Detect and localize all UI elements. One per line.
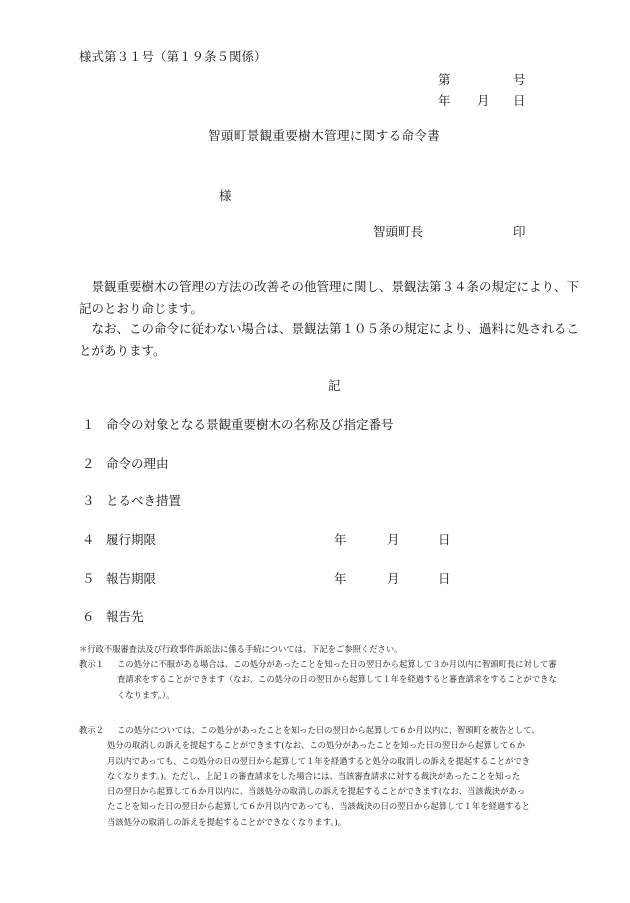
- body-paragraph-2: [79, 318, 589, 362]
- item-label-2: 命令の理由: [106, 456, 169, 471]
- document-number-prefix: 第: [438, 72, 451, 87]
- kyoji-1-line: 査請求をすることができます（なお、この処分の日の翌日から起算して１年を経過すると審査請求をすることができな: [117, 674, 557, 685]
- item-number-2: ２: [82, 456, 95, 471]
- item-number-5: ５: [82, 571, 95, 586]
- date-month-label: 月: [477, 93, 490, 108]
- addressee-suffix: 様: [219, 188, 232, 203]
- kyoji-2: [79, 723, 589, 833]
- item-5-month-label: 月: [387, 571, 400, 586]
- item-label-5: 報告期限: [106, 571, 157, 586]
- kyoji-2-line: 処分の取消しの訴えを提起することができます(なお、この処分があったことを知った日の翌日から起算して６か: [107, 740, 526, 751]
- form-number: 様式第３１号（第１９条５関係）: [79, 49, 267, 64]
- date-year-label: 年: [438, 93, 451, 108]
- ki-heading: 記: [328, 378, 341, 393]
- document-title: 智頭町景観重要樹木管理に関する命令書: [208, 128, 441, 143]
- kyoji-2-line: 月以内であっても、この処分の日の翌日から起算して１年を経過すると処分の取消しの訴えを提起することができ: [107, 755, 531, 766]
- notes-intro: ＊行政不服審査法及び行政事件訴訟法に係る手続については、下記をご参照ください。: [79, 644, 403, 654]
- kyoji-2-text: [107, 723, 540, 830]
- item-label-6: 報告先: [106, 609, 144, 624]
- item-5-year-label: 年: [334, 571, 347, 586]
- item-number-3: ３: [82, 493, 95, 508]
- seal-mark: 印: [513, 224, 526, 239]
- kyoji-2-line: なくなります。)。ただし、上記１の審査請求をした場合には、当該審査請求に対する裁決があったことを知った: [107, 770, 521, 781]
- kyoji-1-line: くなります。）。: [117, 689, 175, 700]
- kyoji-2-line: この処分については、この処分があったことを知った日の翌日から起算して６か月以内に、智頭町を被告として、: [117, 725, 540, 735]
- kyoji-1: [79, 657, 589, 707]
- body-paragraph-1: [79, 276, 589, 320]
- kyoji-1-line: この処分に不服がある場合は、この処分があったことを知った日の翌日から起算して３か月以内に智頭町長に対して審: [117, 659, 557, 669]
- item-5-day-label: 日: [438, 571, 451, 586]
- item-number-1: １: [82, 417, 95, 432]
- item-label-3: とるべき措置: [106, 493, 182, 508]
- kyoji-2-line: 当該処分の取消しの訴えを提起することができなくなります。)。: [107, 816, 347, 827]
- item-number-6: ６: [82, 609, 95, 624]
- item-4-year-label: 年: [334, 532, 347, 547]
- kyoji-2-label: 教示２: [79, 725, 104, 735]
- kyoji-2-line: たことを知った日の翌日から起算して６か月以内であっても、当該裁決の日の翌日から起算して１年を経過すると: [107, 801, 531, 812]
- body-paragraph-2-line-1: なお、この命令に従わない場合は、景観法第１０５条の規定により、過料に処されるこ: [91, 321, 580, 336]
- item-4-month-label: 月: [387, 532, 400, 547]
- issuer-name: 智頭町長: [373, 224, 424, 239]
- date-day-label: 日: [513, 93, 526, 108]
- item-4-day-label: 日: [438, 532, 451, 547]
- body-paragraph-1-line-2: 記のとおり命じます。: [79, 301, 204, 316]
- body-paragraph-1-line-1: 景観重要樹木の管理の方法の改善その他管理に関し、景観法第３４条の規定により、下: [91, 279, 580, 294]
- item-label-1: 命令の対象となる景観重要樹木の名称及び指定番号: [106, 417, 394, 432]
- kyoji-1-text: [117, 657, 557, 703]
- item-number-4: ４: [82, 532, 95, 547]
- item-label-4: 履行期限: [106, 532, 157, 547]
- kyoji-1-label: 教示１: [79, 659, 104, 669]
- body-paragraph-2-line-2: とがあります。: [79, 343, 166, 358]
- document-number-suffix: 号: [513, 72, 526, 87]
- kyoji-2-line: 日の翌日から起算して６か月以内に、当該処分の取消しの訴えを提起することができます(なお、当該裁決があっ: [107, 786, 526, 797]
